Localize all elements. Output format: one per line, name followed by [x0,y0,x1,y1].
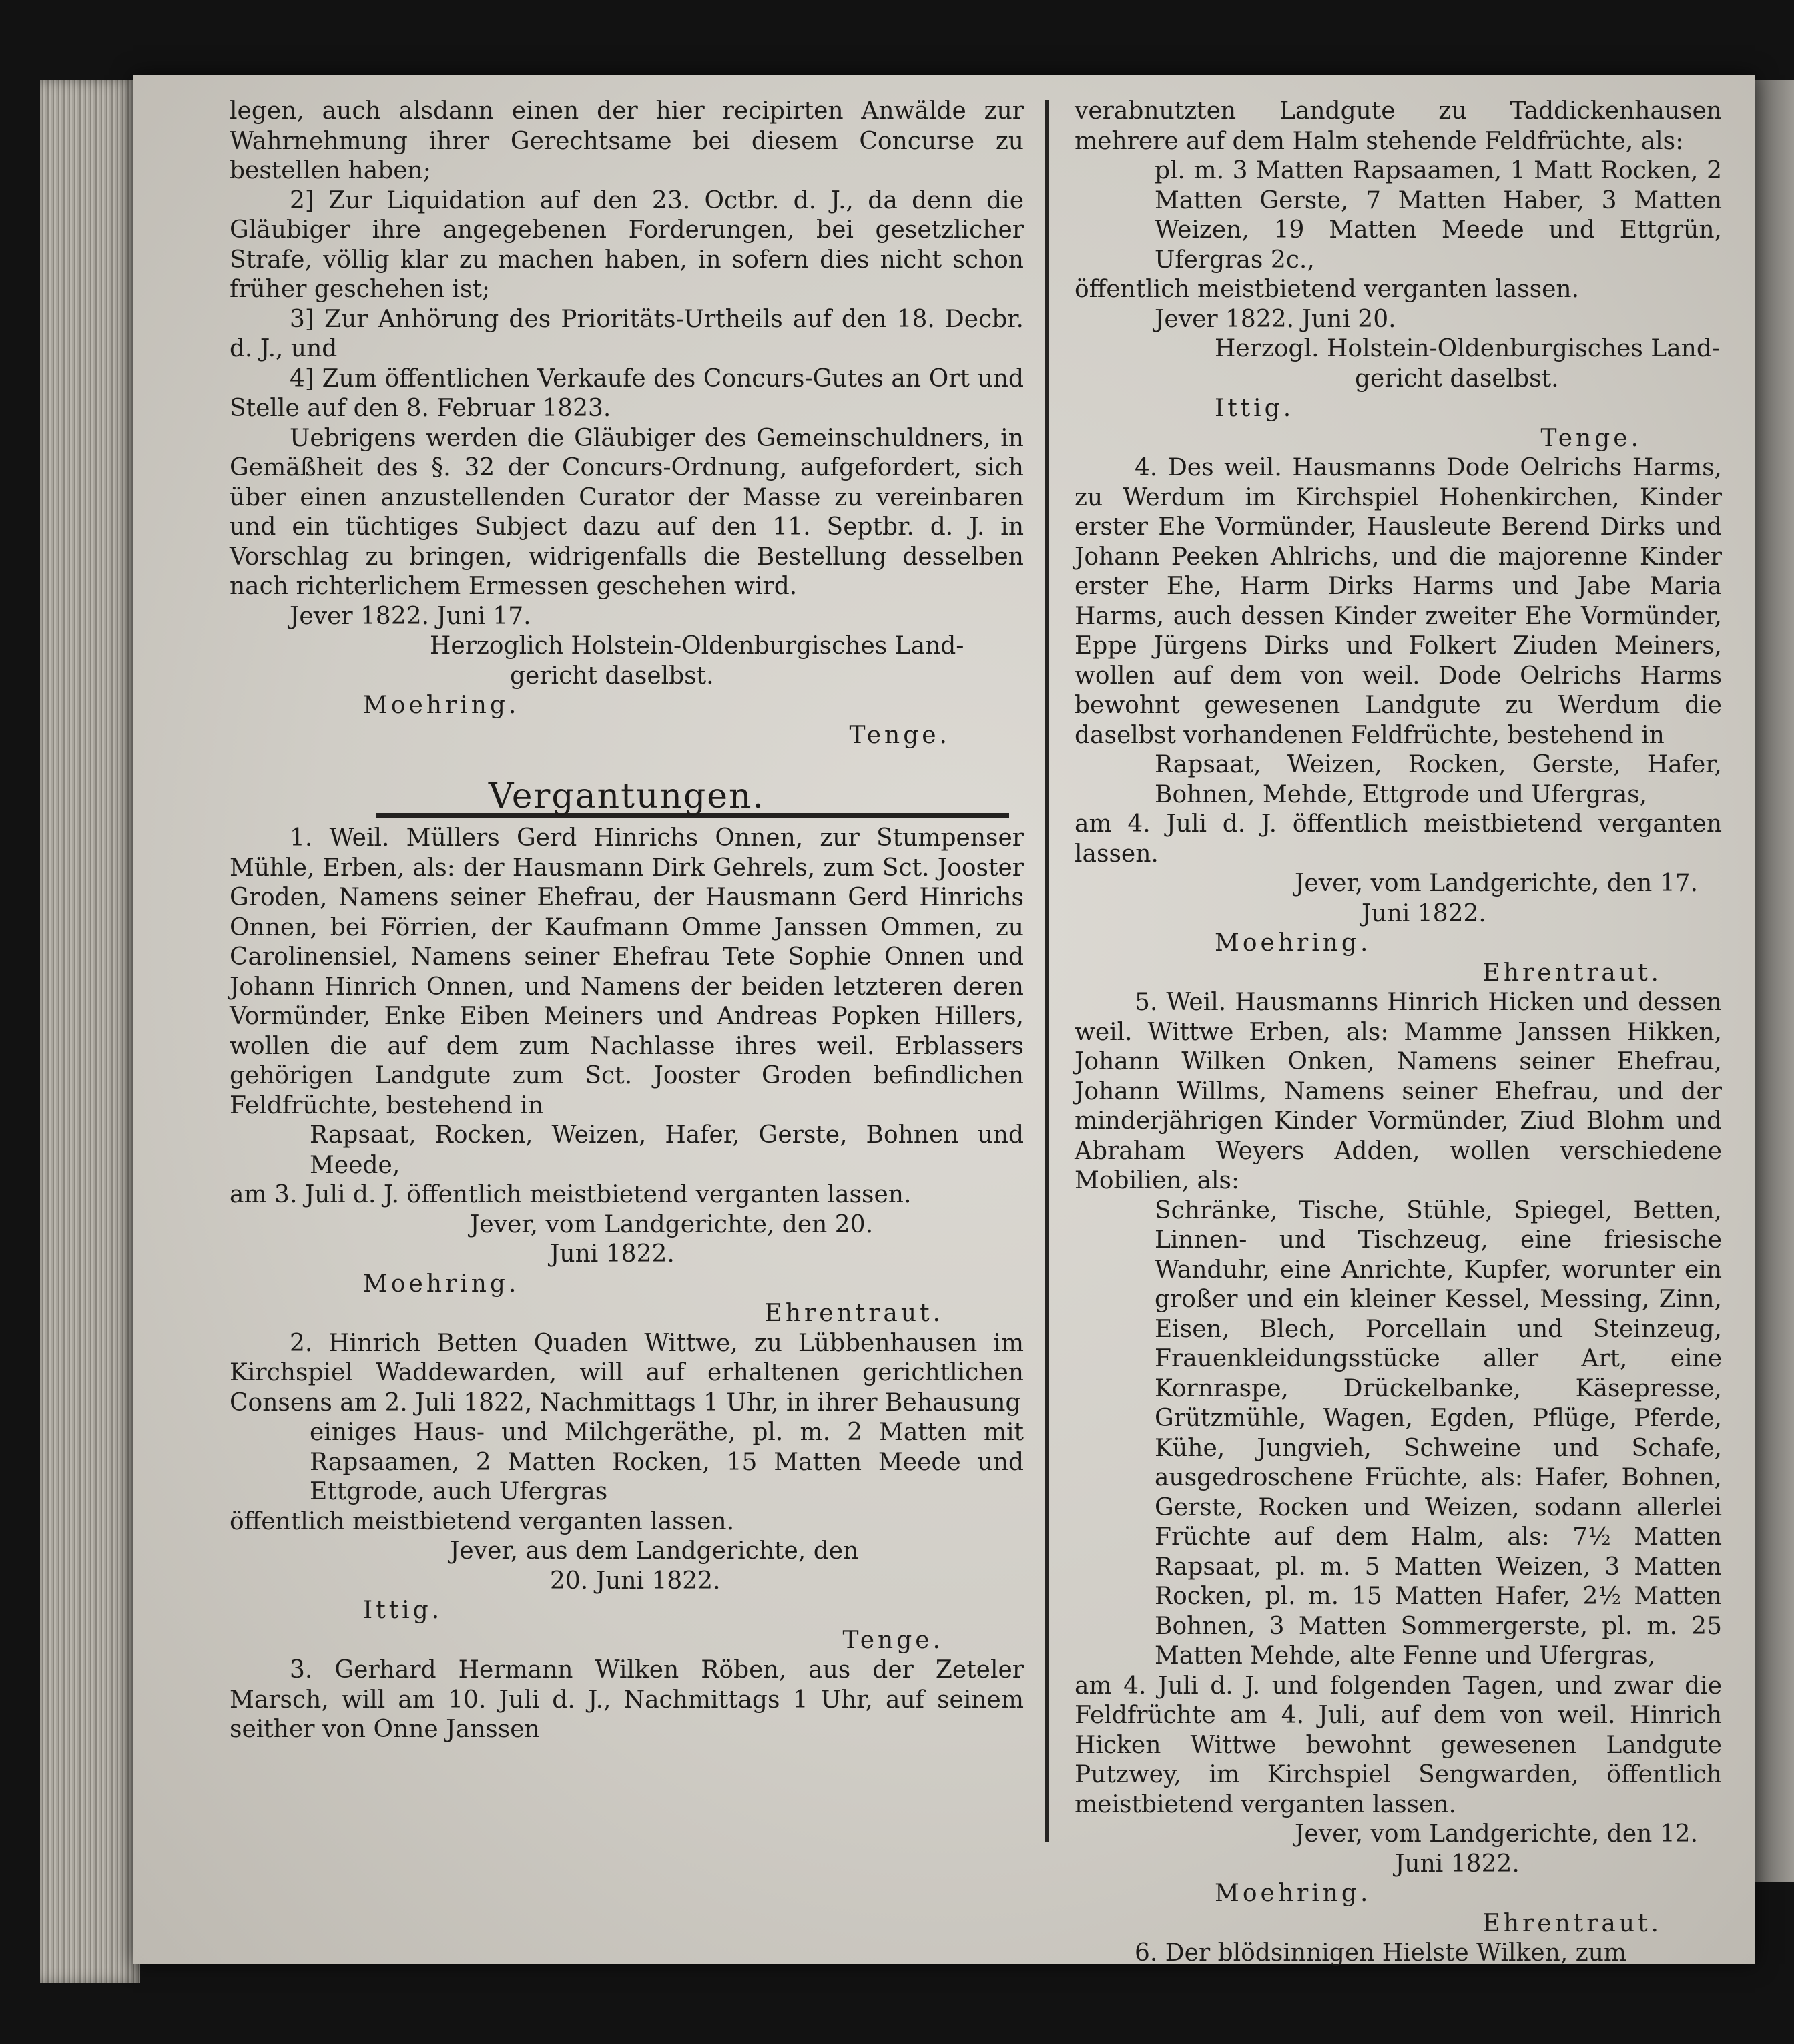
signature-moehring: Moehring. [363,692,520,719]
entry-3-date: Jever 1822. Juni 20. [1155,305,1396,333]
entry-2-sig-b: Tenge. [842,1626,944,1654]
entry-4-sig-b: Ehrentraut. [1482,959,1662,987]
entry-4-place: Jever, vom Landgerichte, den 17. [1295,870,1699,897]
entry-1-end: am 3. Juli d. J. öffentlich meistbietend verganten lassen. [230,1181,912,1208]
right-column [1075,97,1722,1969]
entry-6-body: 6. Der blödsinnigen Hielste Wilken, zum [1135,1939,1627,1967]
entry-4-list: Rapsaat, Weizen, Rocken, Gerste, Hafer, Bohnen, Mehde, Ettgrode und Ufergras, [1155,751,1722,808]
court-name: Herzoglich Holstein-Oldenburgisches Land- [430,632,964,660]
entry-3-sig-a: Ittig. [1215,395,1295,422]
entry-5-sig-a: Moehring. [1215,1880,1372,1907]
entry-1-list: Rapsaat, Rocken, Weizen, Hafer, Gerste, Bohnen und Meede, [310,1121,1024,1179]
entry-2-list: einiges Haus- und Milchgeräthe, pl. m. 2 Matten mit Rapsaamen, 2 Matten Rocken, 15 Matten Meede und Ettgrode, auch Ufergras [310,1419,1024,1505]
court-name-cont: gericht daselbst. [510,662,714,690]
entry-3-court: Herzogl. Holstein-Oldenburgisches Land- [1215,335,1721,362]
entry-1-date: Juni 1822. [550,1240,675,1268]
left-column [230,97,1024,1745]
column-divider [1045,100,1049,1842]
signature-tenge: Tenge. [849,721,950,749]
notice-paragraph: Uebrigens werden die Gläubiger des Gemeinschuldners, in Gemäßheit des §. 32 der Concurs-Ordnung, aufgefordert, sich über einen anzustellenden Curator der Masse zu vereinbaren und ein tüchtiges Subject dazu auf den 11. Septbr. d. J. in Vorschlag zu bringen, widrigenfalls die Bestellung desselben nach richterlichem Ermessen geschehen wird. [230,424,1024,600]
entry-2-place: Jever, aus dem Landgerichte, den [450,1537,859,1565]
entry-5-place: Jever, vom Landgerichte, den 12. [1295,1820,1699,1848]
entry-2-body: 2. Hinrich Betten Quaden Wittwe, zu Lübbenhausen im Kirchspiel Waddewarden, will auf erhaltenen gerichtlichen Consens am 2. Juli 1822, Nachmittags 1 Uhr, in ihrer Behausung [230,1329,1024,1417]
entry-4-sig-a: Moehring. [1215,929,1372,957]
entry-1-sig-a: Moehring. [363,1270,520,1298]
entry-3-list: pl. m. 3 Matten Rapsaamen, 1 Matt Rocken, 2 Matten Gerste, 7 Matten Haber, 3 Matten Weizen, 19 Matten Meede und Ettgrün, Ufergras 2c., [1155,157,1722,274]
entry-1-sig-b: Ehrentraut. [764,1300,944,1327]
item-public-sale: 4] Zum öffentlichen Verkaufe des Concurs-Gutes an Ort und Stelle auf den 8. Februar 1823. [230,364,1024,422]
entry-5-body: 5. Weil. Hausmanns Hinrich Hicken und dessen weil. Wittwe Erben, als: Mamme Janssen Hikken, Johann Wilken Onken, Namens seiner Ehefrau, Johann Willms, Namens seiner Ehefrau, und der minderjährigen Kinder Vormünder, Ziud Blohm und Abraham Weyers Adden, wollen verschiedene Mobilien, als: [1075,989,1722,1194]
entry-3-cont: verabnutzten Landgute zu Taddickenhausen mehrere auf dem Halm stehende Feldfrüchte, als: [1075,97,1722,155]
item-liquidation: 2] Zur Liquidation auf den 23. Octbr. d. J., da denn die Gläubiger ihre angegebenen Forderungen, bei gesetzlicher Strafe, völlig klar zu machen haben, in sofern dies nicht schon früher geschehen ist; [230,186,1024,303]
entry-3-body: 3. Gerhard Hermann Wilken Röben, aus der Zeteler Marsch, will am 10. Juli d. J., Nachmittags 1 Uhr, auf seinem seither von Onne Janssen [230,1656,1024,1743]
entry-4-end: am 4. Juli d. J. öffentlich meistbietend verganten lassen. [1075,810,1722,868]
entry-3-end: öffentlich meistbietend verganten lassen. [1075,276,1580,303]
entry-4-date: Juni 1822. [1362,899,1486,927]
date-line: Jever 1822. Juni 17. [290,602,531,630]
page-stack-edge [40,80,140,1983]
next-page-edge [1755,80,1794,1882]
entry-5-date: Juni 1822. [1395,1850,1520,1878]
entry-2-end: öffentlich meistbietend verganten lassen. [230,1507,735,1535]
section-heading: Vergantungen. [488,776,766,816]
entry-5-sig-b: Ehrentraut. [1482,1909,1662,1937]
entry-3-sig-b: Tenge. [1540,424,1642,452]
entry-5-list: Schränke, Tische, Stühle, Spiegel, Betten, Linnen- und Tischzeug, eine friesische Wanduhr, eine Anrichte, Kupfer, worunter ein großer und ein kleiner Kessel, Messing, Zinn, Eisen, Blech, Porcellain und Steinzeug, Frauenkleidungsstücke aller Art, eine Kornraspe, Drückelbanke, Käsepresse, Grützmühle, Wagen, Egden, Pflüge, Pferde, Kühe, Jungvieh, Schweine und Schafe, ausgedroschene Früchte, als: Hafer, Bohnen, Gerste, Rocken und Weizen, sodann allerlei Früchte auf dem Halm, als: 7½ Matten Rapsaat, pl. m. 5 Matten Weizen, 3 Matten Rocken, pl. m. 15 Matten Hafer, 2½ Matten Bohnen, 3 Matten Sommergerste, pl. m. 25 Matten Mehde, alte Fenne und Ufergras, [1155,1196,1722,1670]
entry-1-body: 1. Weil. Müllers Gerd Hinrichs Onnen, zur Stumpenser Mühle, Erben, als: der Hausmann Dirk Gehrels, zum Sct. Jooster Groden, Namens seiner Ehefrau, der Hausmann Gerd Hinrichs Onnen, bei Förrien, der Kaufmann Omme Janssen Ommen, zu Carolinensiel, Namens seiner Ehefrau Tete Sophie Onnen und Johann Hinrich Onnen, und Namens der beiden letzteren deren Vormünder, Enke Eiben Meiners und Andreas Popken Hillers, wollen die auf dem zum Nachlasse ihres weil. Erblassers gehörigen Landgute zum Sct. Jooster Groden befindlichen Feldfrüchte, bestehend in [230,824,1024,1119]
entry-2-sig-a: Ittig. [363,1597,443,1624]
item-priority-ruling: 3] Zur Anhörung des Prioritäts-Urtheils auf den 18. Decbr. d. J., und [230,305,1024,362]
entry-1-place: Jever, vom Landgerichte, den 20. [470,1210,874,1238]
continued-paragraph: legen, auch alsdann einen der hier recipirten Anwälde zur Wahrnehmung ihrer Gerechtsame bei diesem Concurse zu bestellen haben; [230,97,1024,184]
entry-4-body: 4. Des weil. Hausmanns Dode Oelrichs Harms, zu Werdum im Kirchspiel Hohenkirchen, Kinder erster Ehe Vormünder, Hausleute Berend Dirks und Johann Peeken Ahlrichs, und die majorenne Kinder erster Ehe, Harm Dirks Harms und Jabe Maria Harms, auch dessen Kinder zweiter Ehe Vormünder, Eppe Jürgens Dirks und Folkert Ziuden Meiners, wollen auf dem von weil. Dode Oelrichs Harms bewohnt gewesenen Landgute zu Werdum die daselbst vorhandenen Feldfrüchte, bestehend in [1075,454,1722,749]
entry-2-date: 20. Juni 1822. [550,1567,721,1595]
entry-5-end: am 4. Juli d. J. und folgenden Tagen, und zwar die Feldfrüchte am 4. Juli, auf dem von weil. Hinrich Hicken Wittwe bewohnt gewesenen Landgute Putzwey, im Kirchspiel Sengwarden, öffentlich meistbietend verganten lassen. [1075,1672,1722,1818]
entry-3-court-cont: gericht daselbst. [1355,364,1559,393]
